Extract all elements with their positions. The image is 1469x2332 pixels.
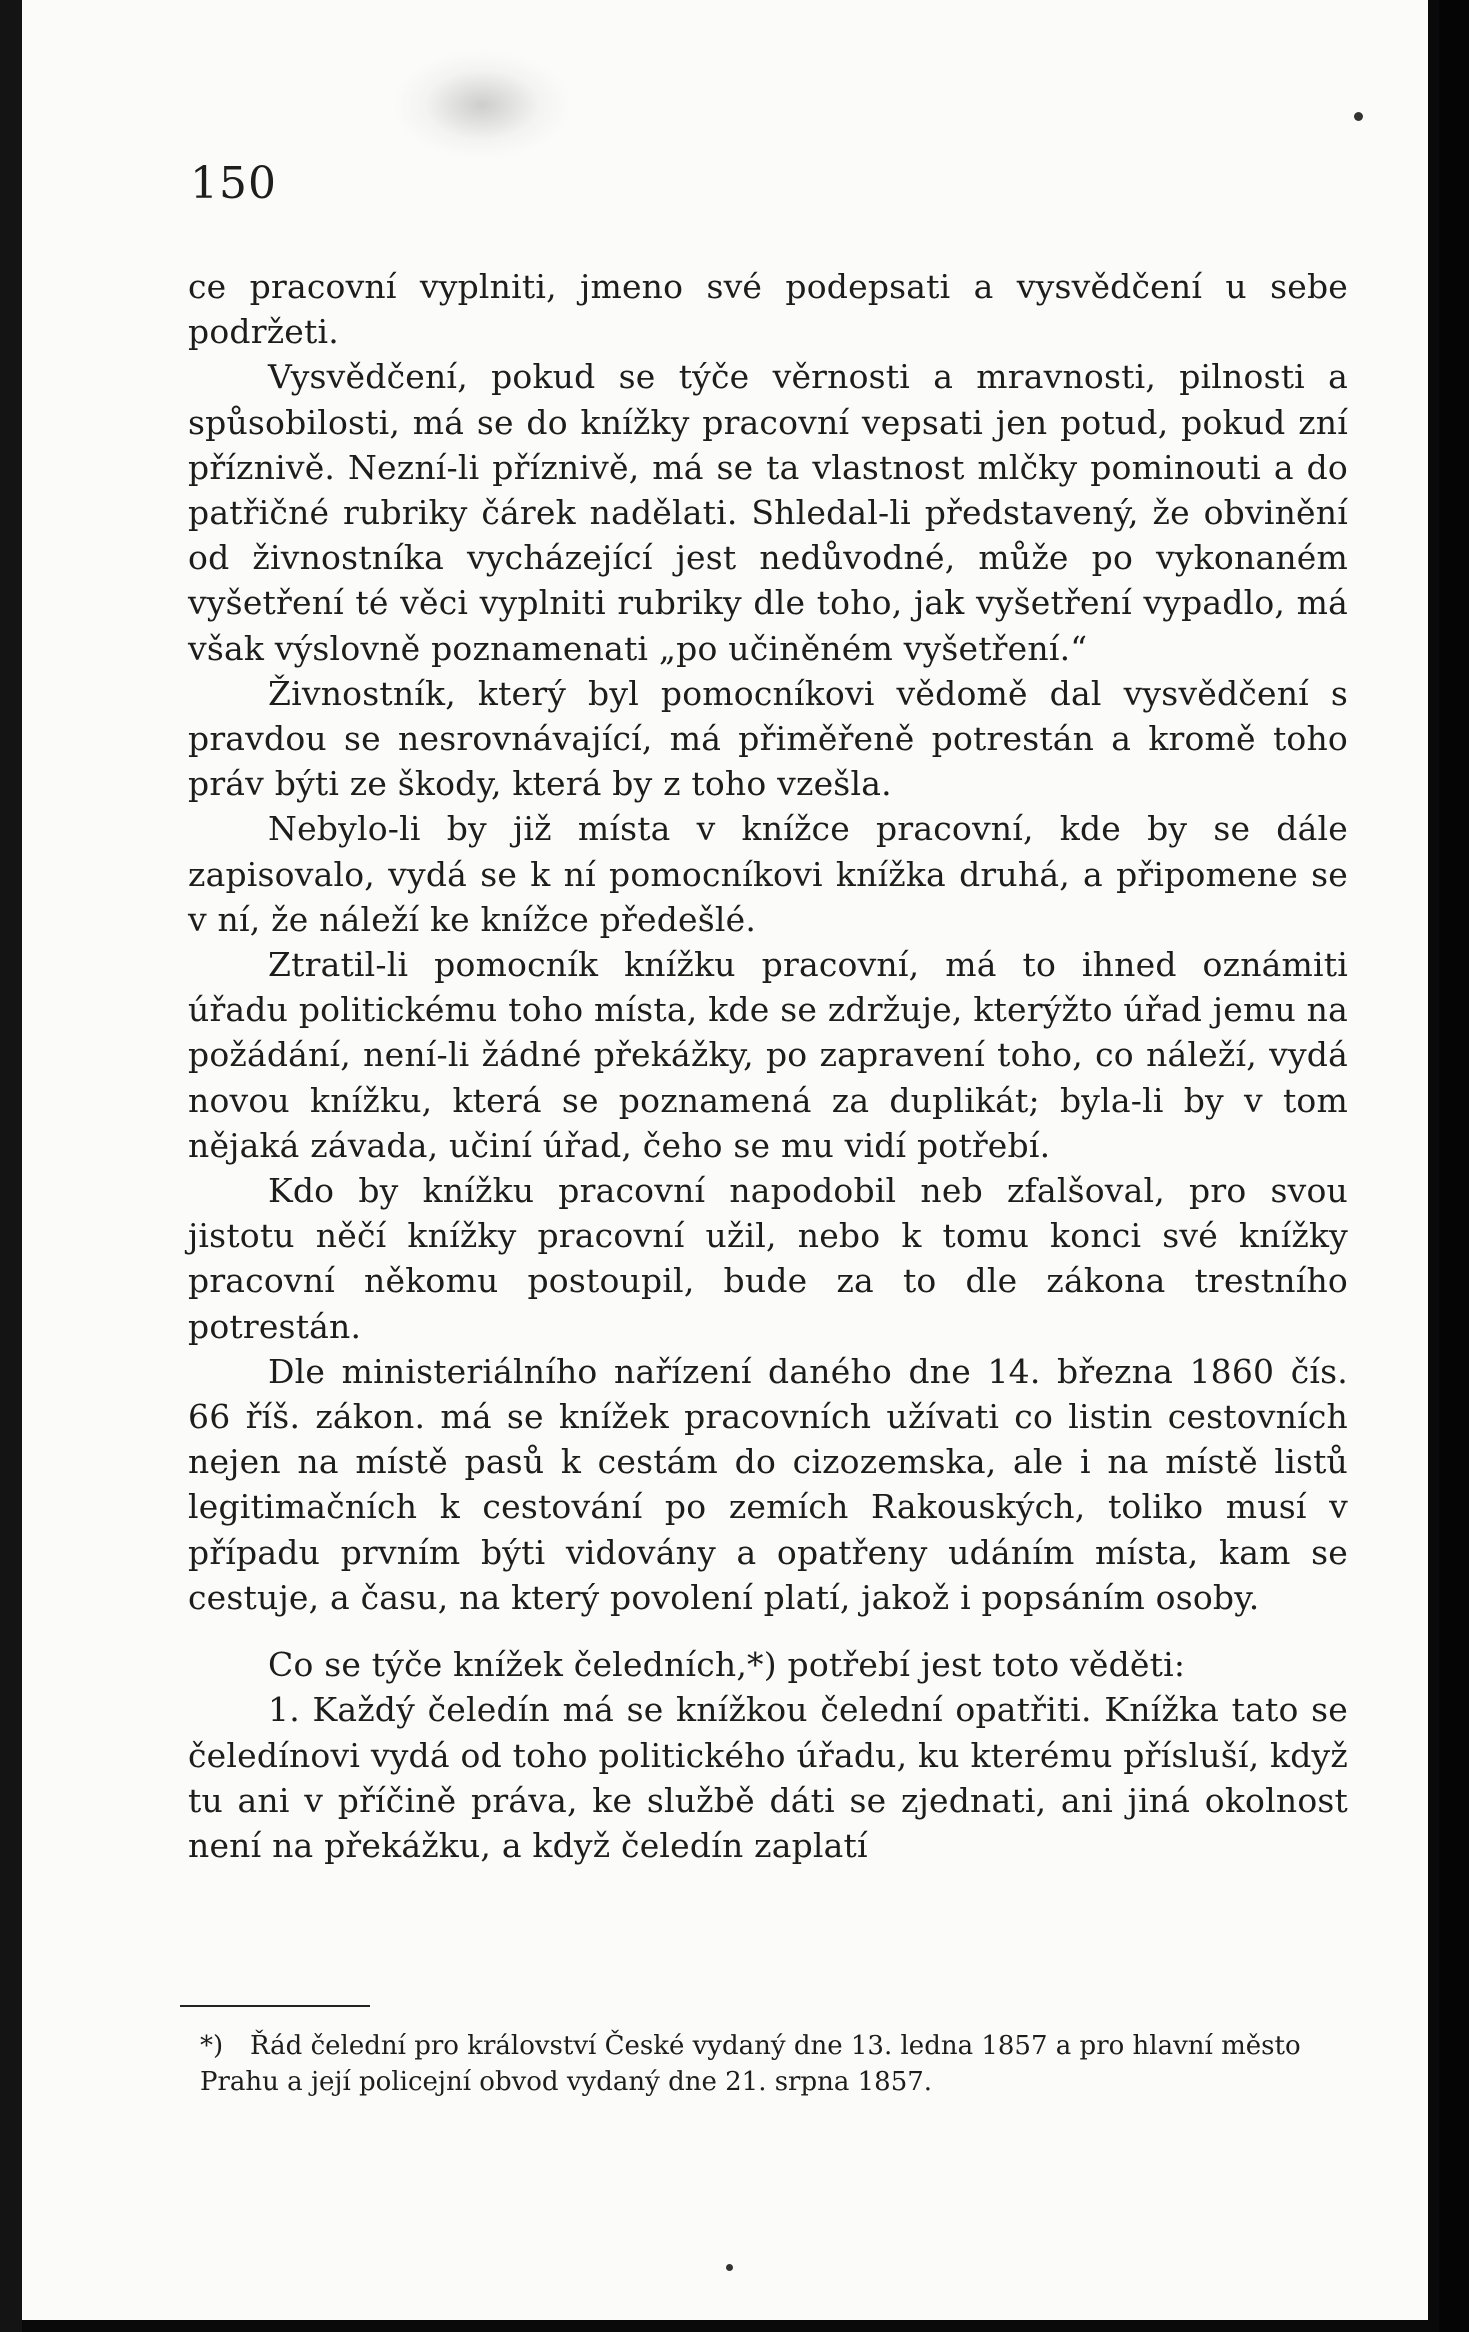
footnote bbox=[200, 2028, 1330, 2100]
footnote-mark: *) bbox=[200, 2031, 224, 2061]
scan-border-right bbox=[1439, 0, 1469, 2332]
paragraph: Ztratil-li pomocník knížku pracovní, má to ihned oznámiti úřadu politickému toho místa, kde se zdržuje, kterýžto úřad jemu na požádání, není-li žádné překážky, po zapravení toho, co náleží, vydá novou knížku, která se poznamená za duplikát; byla-li by v tom nějaká závada, učiní úřad, čeho se mu vidí potřebí. bbox=[188, 945, 1348, 1165]
footnote-text: Řád čelední pro království České vydaný dne 13. ledna 1857 a pro hlavní město Prahu a její policejní obvod vydaný dne 21. srpna 1857. bbox=[200, 2031, 1301, 2097]
speck-mark bbox=[726, 2264, 733, 2271]
paragraph: Kdo by knížku pracovní napodobil neb zfalšoval, pro svou jistotu něčí knížky pracovní užil, nebo k tomu konci své knížky pracovní někomu postoupil, bude za to dle zákona trestního potrestán. bbox=[188, 1171, 1348, 1346]
paragraph: ce pracovní vyplniti, jmeno své podepsati a vysvědčení u sebe podržeti. bbox=[188, 267, 1348, 352]
paragraph: Nebylo-li by již místa v knížce pracovní, kde by se dále zapisovalo, vydá se k ní pomocníkovi knížka druhá, a připomene se v ní, že náleží ke knížce předešlé. bbox=[188, 809, 1348, 939]
paragraph: Dle ministeriálního nařízení daného dne 14. března 1860 čís. 66 říš. zákon. má se knížek pracovních užívati co listin cestovních nejen na místě pasů k cestám do cizozemska, ale i na místě listů legitimačních k cestování po zemích Rakouských, toliko musí v případu prvním býti vidovány a opatřeny udáním místa, kam se cestuje, a času, na který povolení platí, jakož i popsáním osoby. bbox=[188, 1351, 1348, 1617]
paragraph: 1. Každý čeledín má se knížkou čelední opatřiti. Knížka tato se čeledínovi vydá od toho politického úřadu, ku kterému přísluší, když tu ani v příčině práva, ke službě dáti se zjednati, ani jiná okolnost není na překážku, a když čeledín zaplatí bbox=[188, 1690, 1348, 1865]
footnote-divider bbox=[180, 2005, 370, 2007]
paragraph: Živnostník, který byl pomocníkovi vědomě dal vysvědčení s pravdou se nesrovnávající, má přiměřeně potrestán a kromě toho práv býti ze škody, která by z toho vzešla. bbox=[188, 673, 1348, 804]
scan-border-left bbox=[0, 0, 22, 2332]
page-number: 150 bbox=[190, 158, 277, 209]
body-text bbox=[188, 264, 1348, 1868]
paragraph: Vysvědčení, pokud se týče věrnosti a mravnosti, pilnosti a spůsobilosti, má se do knížky pracovní vepsati jen potud, pokud zní příznivě. Nezní-li příznivě, má se ta vlastnost mlčky pominouti a do patřičné rubriky čárek nadělati. Shledal-li představený, že obvinění od živnostníka vycházející jest nedůvodné, může po vykonaném vyšetření té věci vyplniti rubriky dle toho, jak vyšetření vypadlo, má však výslovně poznamenati „po učiněném vyšetření.“ bbox=[188, 357, 1348, 668]
paragraph: Co se týče knížek čeledních,*) potřebí jest toto věděti: bbox=[268, 1645, 1186, 1685]
speck-mark bbox=[1354, 112, 1363, 121]
scan-stain bbox=[392, 50, 572, 160]
